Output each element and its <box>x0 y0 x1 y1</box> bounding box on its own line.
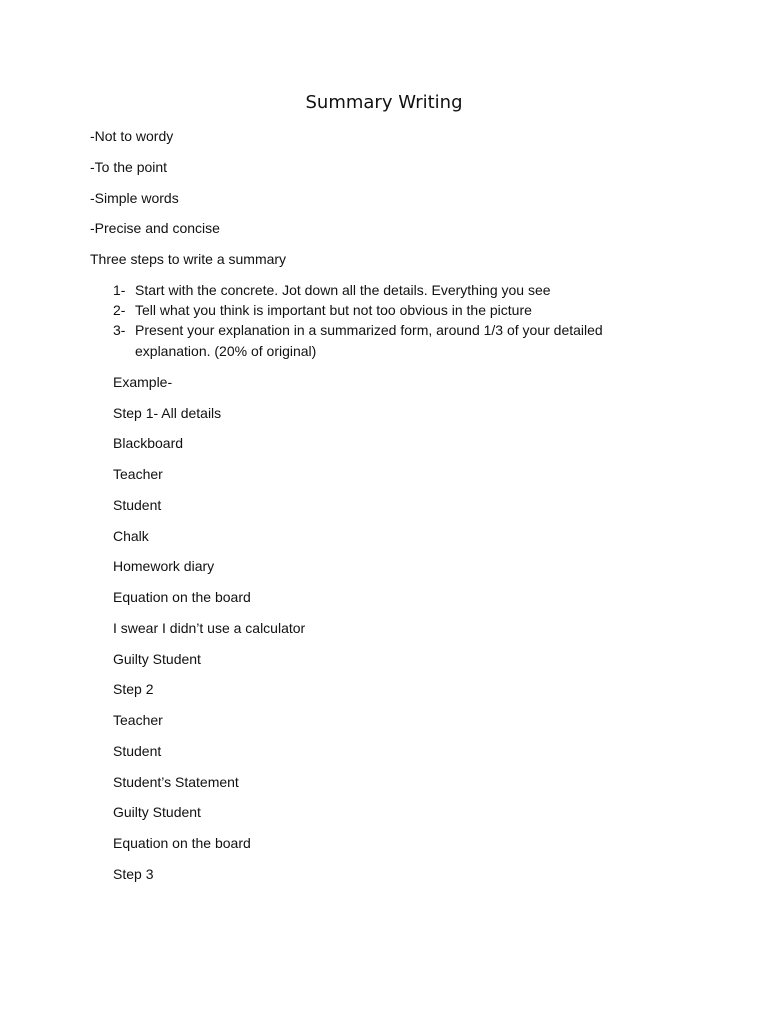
list-item-text: Present your explanation in a summarized form, around 1/3 of your detailed explanation. (20% of original) <box>135 322 603 359</box>
example-line: Step 2 <box>113 681 154 697</box>
example-line: Step 3 <box>113 866 154 882</box>
list-item-text: Tell what you think is important but not too obvious in the picture <box>135 302 532 318</box>
list-number: 2- <box>113 302 126 318</box>
example-line: Step 1- All details <box>113 405 222 421</box>
example-line: Student’s Statement <box>113 774 239 790</box>
example-line: Teacher <box>113 712 163 728</box>
example-line: Student <box>113 497 162 513</box>
list-number: 3- <box>113 322 126 338</box>
example-line: Blackboard <box>113 435 184 451</box>
bullet-line: -Precise and concise <box>90 220 220 236</box>
example-line: Guilty Student <box>113 804 201 820</box>
bullet-line: -To the point <box>90 159 168 175</box>
bullet-line: -Simple words <box>90 190 179 206</box>
document-title: Summary Writing <box>305 92 463 113</box>
example-line: Student <box>113 743 162 759</box>
example-line: Example- <box>113 374 173 390</box>
example-line: I swear I didn’t use a calculator <box>113 620 306 636</box>
example-line: Teacher <box>113 466 163 482</box>
steps-heading: Three steps to write a summary <box>90 251 287 267</box>
example-line: Equation on the board <box>113 589 251 605</box>
example-line: Homework diary <box>113 558 215 574</box>
example-line: Chalk <box>113 528 149 544</box>
example-line: Guilty Student <box>113 651 201 667</box>
list-number: 1- <box>113 282 126 298</box>
bullet-line: -Not to wordy <box>90 128 174 144</box>
list-item-text: Start with the concrete. Jot down all the details. Everything you see <box>135 282 551 298</box>
example-line: Equation on the board <box>113 835 251 851</box>
